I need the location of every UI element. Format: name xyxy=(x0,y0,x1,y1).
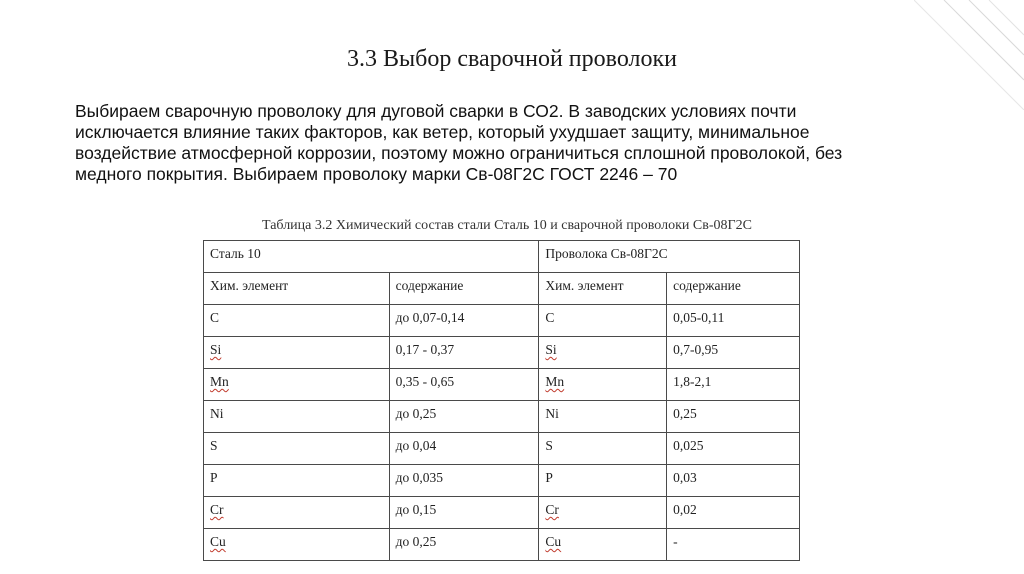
element-cell: Ni xyxy=(539,401,667,433)
element-symbol: Mn xyxy=(210,374,229,389)
content-cell: 0,05-0,11 xyxy=(667,305,800,337)
content-cell: 0,25 xyxy=(667,401,800,433)
element-cell: C xyxy=(204,305,390,337)
table-row xyxy=(204,337,800,369)
body-line: Выбираем сварочную проволоку для дуговой сварки в СО2. В заводских условиях почти xyxy=(75,101,797,121)
content-cell: до 0,15 xyxy=(389,497,539,529)
element-cell xyxy=(204,497,390,529)
element-symbol: Si xyxy=(545,342,557,357)
element-cell: C xyxy=(539,305,667,337)
element-cell xyxy=(539,337,667,369)
content-cell: до 0,035 xyxy=(389,465,539,497)
content-cell: 0,02 xyxy=(667,497,800,529)
content-cell: 0,7-0,95 xyxy=(667,337,800,369)
element-cell: P xyxy=(539,465,667,497)
slide-title: 3.3 Выбор сварочной проволоки xyxy=(347,46,677,72)
element-cell xyxy=(539,529,667,561)
content-cell: 0,025 xyxy=(667,433,800,465)
element-cell xyxy=(204,369,390,401)
content-cell: до 0,25 xyxy=(389,529,539,561)
content-cell: 1,8-2,1 xyxy=(667,369,800,401)
element-cell: S xyxy=(539,433,667,465)
table-row xyxy=(204,497,800,529)
element-symbol: Cr xyxy=(210,502,224,517)
table-row xyxy=(204,529,800,561)
table-row xyxy=(204,369,800,401)
element-cell xyxy=(204,529,390,561)
table-row xyxy=(204,305,800,337)
element-cell: Ni xyxy=(204,401,390,433)
element-cell: P xyxy=(204,465,390,497)
table-row xyxy=(204,465,800,497)
element-symbol: Mn xyxy=(545,374,565,389)
body-line: воздействие атмосферной коррозии, поэтому можно ограничиться сплошной проволокой, без xyxy=(75,143,843,163)
table-row xyxy=(204,401,800,433)
group-header-wire: Проволока Св-08Г2С xyxy=(539,241,800,273)
group-header-steel: Сталь 10 xyxy=(204,241,539,273)
column-header: Хим. элемент xyxy=(204,273,390,305)
column-header: содержание xyxy=(667,273,800,305)
table-group-header-row xyxy=(204,241,800,273)
element-cell xyxy=(539,369,667,401)
body-line: медного покрытия. Выбираем проволоку марки Св-08Г2С ГОСТ 2246 – 70 xyxy=(75,164,678,184)
table-column-header-row xyxy=(204,273,800,305)
element-cell xyxy=(204,337,390,369)
content-cell: до 0,07-0,14 xyxy=(389,305,539,337)
content-cell: - xyxy=(667,529,800,561)
content-cell: 0,17 - 0,37 xyxy=(389,337,539,369)
element-cell: S xyxy=(204,433,390,465)
content-cell: 0,03 xyxy=(667,465,800,497)
element-symbol: Si xyxy=(210,342,222,357)
column-header: Хим. элемент xyxy=(539,273,667,305)
element-symbol: Cu xyxy=(210,534,226,549)
column-header: содержание xyxy=(389,273,539,305)
table-caption: Таблица 3.2 Химический состав стали Сталь 10 и сварочной проволоки Св-08Г2С xyxy=(262,218,752,233)
element-cell xyxy=(539,497,667,529)
element-symbol: Cr xyxy=(545,502,559,517)
body-line: исключается влияние таких факторов, как ветер, который ухудшает защиту, минимальное xyxy=(75,122,810,142)
element-symbol: Cu xyxy=(545,534,562,549)
chemical-composition-table xyxy=(203,240,800,561)
table-row xyxy=(204,433,800,465)
content-cell: 0,35 - 0,65 xyxy=(389,369,539,401)
content-cell: до 0,04 xyxy=(389,433,539,465)
body-paragraph xyxy=(75,101,955,185)
content-cell: до 0,25 xyxy=(389,401,539,433)
